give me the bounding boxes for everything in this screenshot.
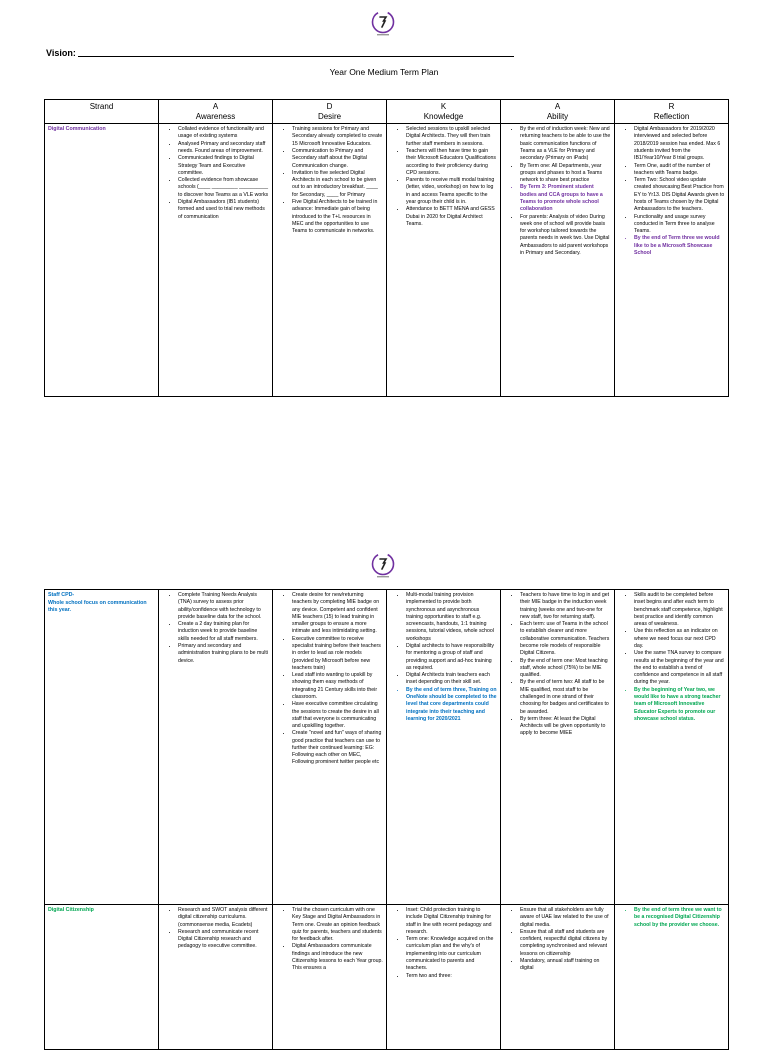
list-item: • Ensure that all stakeholders are fully aware of UAE law related to the use of digital media. [520, 907, 611, 929]
list-item: • Term Two: School video update created showcasing Best Practice from EY to Yr13. DIS Digital Awards given to hosts of Teams chosen by the Digital Ambassadors to the teachers. [634, 177, 725, 213]
list-item: • By the end of term one: Most teaching staff, whole school (75%) to be MIE qualified. [520, 658, 611, 680]
list-item: • Teachers will then have time to gain their Microsoft Educators Qualifications according to their proficiency during CPD sessions. [406, 148, 497, 177]
document-page-2 [0, 540, 768, 1024]
list-item: • By Term one: All Departments, year groups and phases to host a Teams network to share best practice [520, 163, 611, 185]
list-item: • Executive committee to receive specialist training before their teachers in order to lead as role models (provided by Microsoft before new teachers train) [292, 636, 383, 672]
list-item: • By Term 3: Prominent student bodies and CCA groups to have a Teams to promote whole school collaboration [520, 184, 611, 213]
text-label: Desire [317, 111, 342, 121]
ability-cell [501, 124, 615, 397]
reflection-cell [615, 905, 729, 1050]
plan-table-page-2 [44, 589, 729, 1050]
list-item: • Term one: Knowledge acquired on the curriculum plan and the why's of implementing into our curriculum communicated to parents and teachers. [406, 936, 497, 972]
school-logo-icon [371, 552, 395, 580]
list-item: • For parents: Analysis of video During week one of school will provide basis for workshop tailored towards the parents needs in week two. Use Digital Ambassadors to aid parent workshops in Primary and Secondary. [520, 214, 611, 258]
reflection-cell [615, 124, 729, 397]
desire-cell [273, 905, 387, 1050]
list-item: • Primary and secondary and administration training plans to be multi device. [178, 643, 269, 665]
list-item: • Research and communicate recent Digital Citizenship research and pedagogy to executive committee. [178, 929, 269, 951]
list-item: • By the end of term three, Training on OneNote should be completed to the level that core departments could integrate into their teaching and learning for 2020/2021 [406, 687, 497, 723]
header-reflection [615, 100, 729, 124]
desire-cell [273, 590, 387, 905]
ability-cell [501, 905, 615, 1050]
header-desire [273, 100, 387, 124]
list-item: • Digital Ambassadors communicate findings and introduce the new Citizenship lessons to each Year group. This ensures a [292, 943, 383, 972]
header-knowledge [387, 100, 501, 124]
reflection-cell [615, 590, 729, 905]
text-label: A [554, 102, 561, 111]
list-item: • Functionality and usage survey conducted in Term three to analyse Teams. [634, 214, 725, 236]
list-item: • Use the same TNA survey to compare results at the beginning of the year and the end to establish a trend of confidence and competence in all staff during the year. [634, 650, 725, 686]
plan-table-page-1 [44, 99, 729, 397]
list-item: • Collected evidence from showcase schools (____ _________ __________ to discover how Teams as a VLE works [178, 177, 269, 199]
header-row [45, 100, 729, 124]
list-item: • Each term: use of Teams in the school to establish clearer and more collaborative communication. Teachers become role models of responsible Digital Citizens. [520, 621, 611, 657]
list-item: • Term two and three: [406, 973, 497, 980]
text-label: D [326, 102, 333, 111]
list-item: • Five Digital Architects to be trained in advance: Immediate gain of being introduced to the T+L resources in MEC and the opportunities to use Teams to communicate in networks. [292, 199, 383, 235]
list-item: • Term One, audit of the number of teachers with Teams badge. [634, 163, 725, 178]
text-label: Digital Communication [48, 126, 106, 133]
header-strand [45, 100, 159, 124]
list-item: • Attendance to BETT MENA and GESS Dubai in 2020 for Digital Architect Teams. [406, 206, 497, 228]
ability-cell [501, 590, 615, 905]
text-label: Digital Citizenship [48, 907, 94, 913]
list-item: • Create a 2 day training plan for induction week to provide baseline skills needed for all staff members. [178, 621, 269, 643]
awareness-cell [159, 124, 273, 397]
list-item: • Complete Training Needs Analysis (TNA) survey to assess prior ability/confidence with technology to provide baseline data for the school. [178, 592, 269, 621]
list-item: • Create desire for new/returning teachers by completing MIE badge on any device. Competent and confident MIE teachers (15) to lead training in smaller groups to ensure a more intimate and less intimidating setting. [292, 592, 383, 636]
list-item: • By the end of induction week: New and returning teachers to be able to use the basic communication functions of Teams as a VLE for Primary and secondary (Primary on iPads) [520, 126, 611, 162]
list-item: • Create "novel and fun" ways of sharing good practice that teachers can use to further their continued learning: EG: Following each other on MEC, Following prominent twitter people etc [292, 730, 383, 766]
list-item: • Have executive committee circulating the sessions to create the desire in all staff that everyone is communicating and upskilling together. [292, 701, 383, 730]
table-row-staff-cpd [45, 590, 729, 905]
list-item: • Digital architects to have responsibility for mentoring a group of staff and providing support and ad-hoc training as required. [406, 643, 497, 672]
strand-cell [45, 590, 159, 905]
list-item: • Collated evidence of functionality and usage of existing systems [178, 126, 269, 141]
knowledge-cell [387, 905, 501, 1050]
text-label: Ability [546, 111, 569, 121]
list-item: • Use this reflection as an indicator on where we need focus our next CPD day. [634, 628, 725, 650]
list-item: • Mandatory, annual staff training on digital [520, 958, 611, 973]
list-item: • Lead staff into wanting to upskill by showing them easy methods of integrating 21 Century skills into their classroom. [292, 672, 383, 701]
text-label: Awareness [195, 111, 236, 121]
list-item: • Digital Ambassadors for 2019/2020 interviewed and selected before 2018/2019 session has ended. Max 6 students invited from the IB1/Year10/Year 8 trial groups. [634, 126, 725, 162]
text-label: Strand [89, 102, 114, 111]
list-item: • Ensure that all staff and students are confident, respectful digital citizens by completing synchronised and relevant lessons on citizenship [520, 929, 611, 958]
table-row-digital-citizenship [45, 905, 729, 1050]
list-item: • By the end of term three we want to be a recognised Digital Citizenship school by the provider we choose. [634, 907, 725, 929]
list-item: • Digital Architects train teachers each inset depending on their skill set. [406, 672, 497, 687]
school-logo-icon [371, 10, 395, 38]
list-item: • Multi-modal training provision implemented to provide both synchronous and asynchronous training opportunities to staff e.g. screencasts, handouts, 1:1 training sessions, tutorial videos, whole school workshops [406, 592, 497, 643]
table-row-digital-communication [45, 124, 729, 397]
list-item: • Skills audit to be completed before inset begins and after each term to benchmark staff competence, highlight best practice and identify common areas of weakness. [634, 592, 725, 628]
list-item: • Communication to Primary and Secondary staff about the Digital Communication change. [292, 148, 383, 170]
list-item: • By the end of term two: All staff to be MIE qualified, most staff to be challenged in one strand of their choosing for badges and certificates to be awarded. [520, 679, 611, 715]
list-item: • By the beginning of Year two, we would like to have a strong teacher team of Microsoft Innovative Educator Experts to promote our showcase school status. [634, 687, 725, 723]
awareness-cell [159, 590, 273, 905]
list-item: • Teachers to have time to log in and get their MIE badge in the induction week training (weeks one and two-one for new staff, two for returning staff). [520, 592, 611, 621]
vision-label: Vision: [46, 48, 76, 58]
list-item: • Trial the chosen curriculum with one Key Stage and Digital Ambassadors in Term one. Create an opinion feedback quiz for parents, teachers and students for feedback after. [292, 907, 383, 943]
page-title: Year One Medium Term Plan [329, 67, 439, 77]
list-item: • By term three: At least the Digital Architects will be given opportunity to apply to become MIEE [520, 716, 611, 738]
strand-cell [45, 905, 159, 1050]
list-item: • By the end of Term three we would like to be a Microsoft Showcase School [634, 235, 725, 257]
text-label: A [212, 102, 219, 111]
desire-cell [273, 124, 387, 397]
vision-underline [78, 56, 514, 57]
text-label: Knowledge [423, 111, 464, 121]
list-item: • Digital Ambassadors (IB1 students) formed and used to trial new methods of communication [178, 199, 269, 221]
knowledge-cell [387, 124, 501, 397]
text-label: R [668, 102, 675, 111]
list-item: • Communicated findings to Digital Strategy Team and Executive committee. [178, 155, 269, 177]
header-awareness [159, 100, 273, 124]
list-item: • Inset: Child protection training to include Digital Citizenship training for staff in line with recent pedagogy and research. [406, 907, 497, 936]
list-item: • Training sessions for Primary and Secondary already completed to create 15 Microsoft Innovative Educators. [292, 126, 383, 148]
text-label: Whole school focus on communication this year. [48, 599, 147, 614]
text-label: K [440, 102, 447, 111]
list-item: • Invitation to five selected Digital Architects in each school to be given out to an introductory breakfast. ____ for Secondary, ____ for Primary [292, 170, 383, 199]
text-label: Reflection [653, 111, 690, 121]
list-item: • Research and SWOT analysis different digital citizenship curriculums. (commonsense media, Ecadets) [178, 907, 269, 929]
text-label: Staff CPD- [48, 592, 75, 598]
header-ability [501, 100, 615, 124]
knowledge-cell [387, 590, 501, 905]
awareness-cell [159, 905, 273, 1050]
list-item: • Parents to receive multi modal training (letter, video, workshop) on how to log in and access Teams specific to the year group their child is in. [406, 177, 497, 206]
list-item: • Analysed Primary and secondary staff needs. Found areas of improvement. [178, 141, 269, 156]
list-item: • Selected sessions to upskill selected Digital Architects. They will then train further staff members in sessions. [406, 126, 497, 148]
strand-cell [45, 124, 159, 397]
